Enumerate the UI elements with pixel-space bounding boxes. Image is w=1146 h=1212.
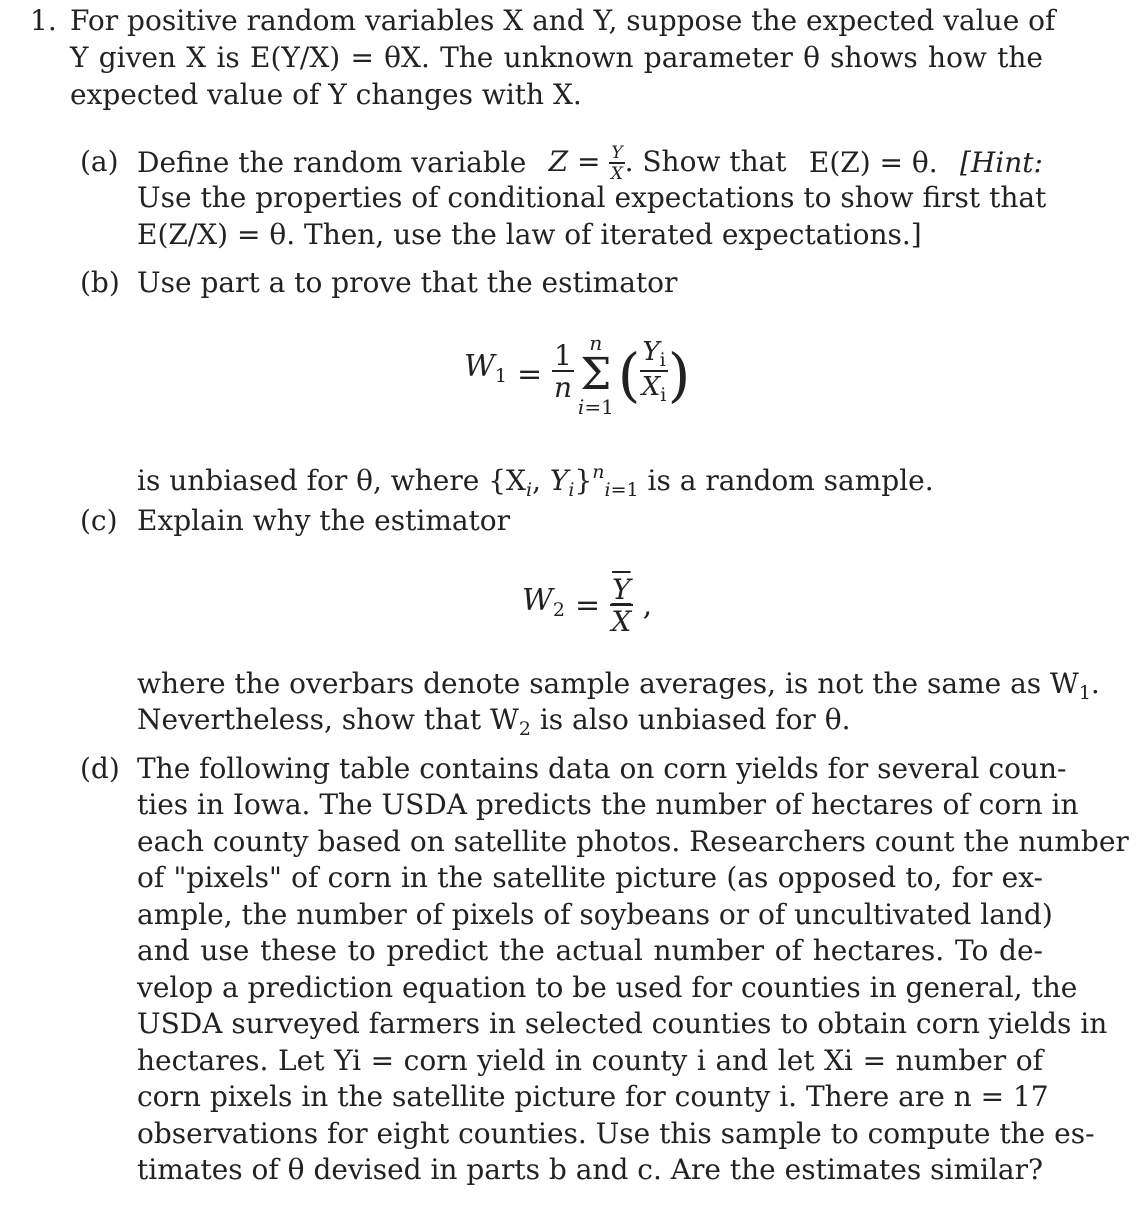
sample-set: {$X_i$, $Y_i\}^n_{i=1}$	[488, 461, 639, 501]
part-d-line-12: timates of θ devised in parts b and c. Are the estimates similar?	[137, 1153, 1043, 1186]
part-d-line-9: hectares. Let Yi = corn yield in county i and let Xi = number of	[137, 1044, 1043, 1077]
part-a-label: (a)	[80, 145, 119, 178]
y-over-x-fraction: $\frac{Y}{X}$	[610, 142, 624, 184]
part-d-line-7: velop a prediction equation to be used for counties in general, the	[137, 971, 1078, 1004]
part-c-intro: Explain why the estimator	[137, 504, 511, 537]
part-d-line-6: and use these to predict the actual number of hectares. To de-	[137, 934, 1043, 967]
one-over-n: $\frac{1}{n}$	[553, 339, 573, 404]
part-c-label: (c)	[80, 504, 118, 537]
part-b-label: (b)	[80, 266, 120, 299]
intro-line-3: expected value of Y changes with X.	[70, 78, 582, 111]
part-b-after: is unbiased for θ, where {$X_i$, $Y_i\}^n_{i=1}$ is a random sample.	[137, 461, 934, 501]
part-d-line-2: ties in Iowa. The USDA predicts the number of hectares of corn in	[137, 788, 1079, 821]
yi-over-xi: $\frac{Y_i}{X_i}$	[641, 337, 667, 406]
summation: n Σ i=1	[577, 331, 614, 419]
part-d-line-3: each county based on satellite photos. Researchers count the number	[137, 825, 1129, 858]
part-d-line-4: of "pixels" of corn in the satellite picture (as opposed to, for ex-	[137, 861, 1043, 894]
intro-line-2: Y given X is E(Y/X) = θX. The unknown parameter θ shows how the	[70, 41, 1043, 74]
intro-line-1: For positive random variables X and Y, suppose the expected value of	[70, 4, 1056, 37]
part-d-line-1: The following table contains data on corn yields for several coun-	[137, 752, 1067, 785]
part-a-line-3: E(Z/X) = θ. Then, use the law of iterated expectations.]	[137, 218, 922, 251]
part-d-label: (d)	[80, 752, 120, 785]
problem-number: 1.	[30, 4, 57, 37]
part-a-z-def: Z = $\frac{Y}{X}$ . Show that	[548, 142, 787, 184]
part-d-line-5: ample, the number of pixels of soybeans or of uncultivated land)	[137, 898, 1053, 931]
part-d-line-10: corn pixels in the satellite picture for county i. There are n = 17	[137, 1080, 1049, 1113]
part-a-line-1	[137, 144, 1043, 183]
part-d-line-11: observations for eight counties. Use this sample to compute the es-	[137, 1117, 1095, 1150]
part-b-intro: Use part a to prove that the estimator	[137, 266, 678, 299]
part-a-line-2: Use the properties of conditional expectations to show first that	[137, 181, 1047, 214]
ybar-over-xbar: $\frac{\overline{Y}}{X}$	[611, 573, 632, 638]
part-c-after-2: Nevertheless, show that $W_2$ is also unbiased for θ.	[137, 703, 851, 740]
w2-equation: $W_2$ = $\frac{\overline{Y}}{X}$ ,	[522, 573, 653, 638]
part-d-line-8: USDA surveyed farmers in selected counties to obtain corn yields in	[137, 1007, 1108, 1040]
part-a-expect: E(Z) = θ.	[808, 146, 938, 179]
part-a-hint: [Hint:	[959, 146, 1043, 179]
w1-equation: $W_1$ = $\frac{1}{n}$ n Σ i=1 ( $\frac{Y_i}{X_i}$ )	[464, 331, 691, 419]
part-a-define-text: Define the random variable	[137, 146, 527, 179]
part-c-after-1: where the overbars denote sample averages, is not the same as $W_1$.	[137, 667, 1100, 704]
